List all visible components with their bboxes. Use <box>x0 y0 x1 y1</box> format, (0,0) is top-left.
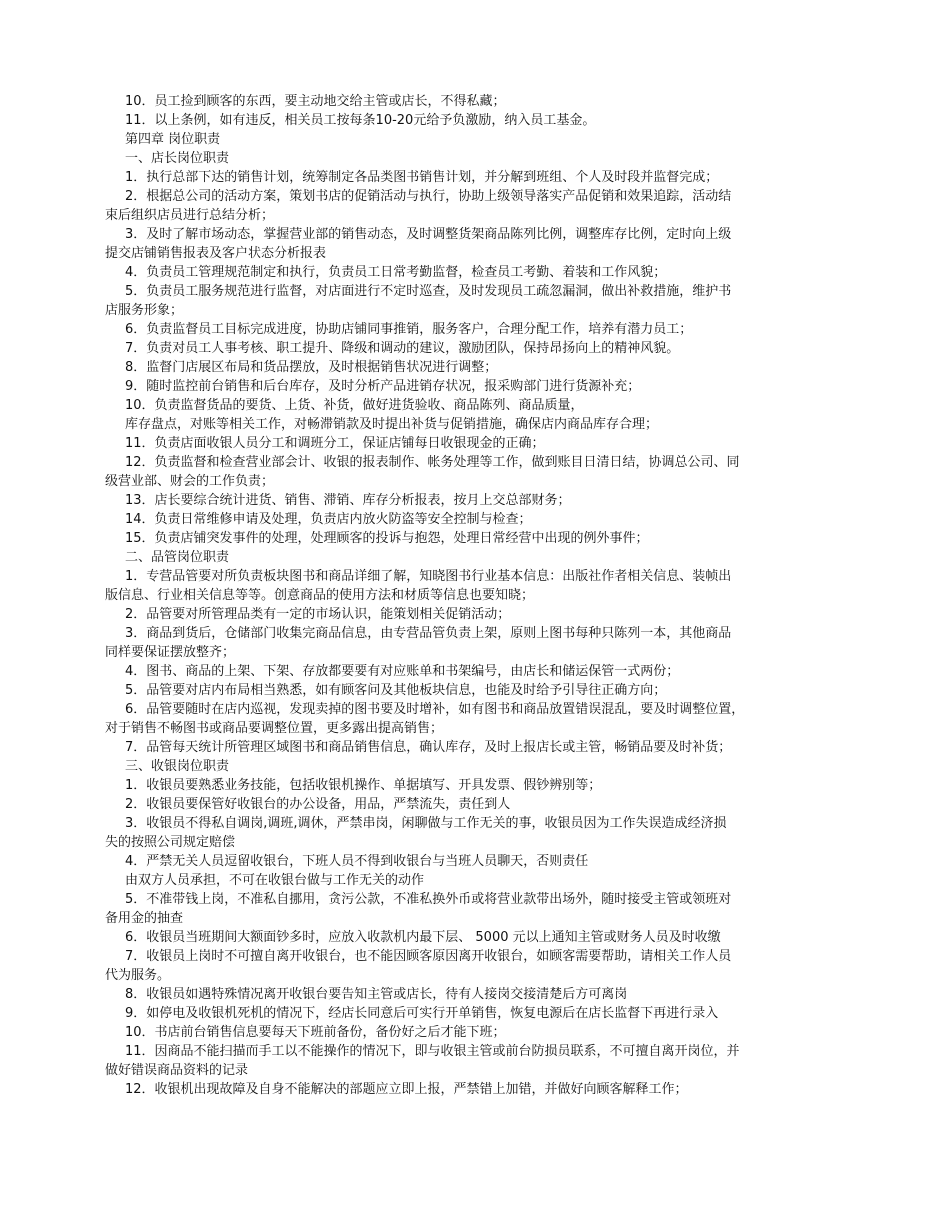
text-line: 3．收银员不得私自调岗,调班,调休，严禁串岗，闲聊做与工作无关的事，收银员因为工作失误造成经济损 <box>125 816 727 831</box>
text-line: 10．书店前台销售信息要每天下班前备份，备份好之后才能下班； <box>125 1025 506 1040</box>
text-line: 7．负责对员工人事考核、职工提升、降级和调动的建议，激励团队，保持昂扬向上的精神风貌。 <box>125 341 680 356</box>
section-heading-line: 库存盘点，对账等相关工作，对畅滞销款及时提出补货与促销措施，确保店内商品库存合理； <box>125 417 659 432</box>
text-line: 5．负责员工服务规范进行监督，对店面进行不定时巡查，及时发现员工疏忽漏洞，做出补救措施，维护书 <box>125 284 732 299</box>
section-heading-line: 由双方人员承担，不可在收银台做与工作无关的动作 <box>125 873 425 888</box>
text-line: 6．收银员当班期间大额面钞多时，应放入收款机内最下层、 5000 元以上通知主管或财务人员及时收缴 <box>125 930 721 945</box>
text-line: 5．不准带钱上岗，不准私自挪用，贪污公款，不准私换外币或将营业款带出场外，随时接受主管或领班对 <box>125 892 732 907</box>
text-line: 4．图书、商品的上架、下架、存放都要要有对应账单和书架编号，由店长和储运保管一式两份； <box>125 664 680 679</box>
text-line: 12．负责监督和检查营业部会计、收银的报表制作、帐务处理等工作，做到账目日清日结，协调总公司、同 <box>125 455 740 470</box>
text-line: 1．收银员要熟悉业务技能，包括收银机操作、单据填写、开具发票、假钞辨别等； <box>125 778 602 793</box>
text-line: 级营业部、财会的工作负责； <box>105 474 275 489</box>
text-line: 11．因商品不能扫描而手工以不能操作的情况下，即与收银主管或前台防损员联系，不可擅自离开岗位，并 <box>125 1044 740 1059</box>
text-line: 8．收银员如遇特殊情况离开收银台要告知主管或店长，待有人接岗交接清楚后方可离岗 <box>125 987 628 1002</box>
text-line: 2．收银员要保管好收银台的办公设备，用品，严禁流失，责任到人 <box>125 797 511 812</box>
text-line: 备用金的抽查 <box>105 911 184 926</box>
text-line: 13．店长要综合统计进货、销售、滞销、库存分析报表，按月上交总部财务； <box>125 493 571 508</box>
text-line: 6．负责监督员工目标完成进度，协助店铺同事推销，服务客户，合理分配工作，培养有潜力员工； <box>125 322 693 337</box>
text-line: 束后组织店员进行总结分析； <box>105 208 275 223</box>
text-line: 11．以上条例，如有违反，相关员工按每条10-20元给予负激励，纳入员工基金。 <box>125 113 596 128</box>
text-line: 4．严禁无关人员逗留收银台，下班人员不得到收银台与当班人员聊天，否则责任 <box>125 854 589 869</box>
text-line: 6．品管要随时在店内巡视，发现卖掉的图书要及时增补，如有图书和商品放置错误混乱，要及时调整位置， <box>125 702 745 717</box>
text-line: 9．如停电及收银机死机的情况下，经店长同意后可实行开单销售，恢复电源后在店长监督下再进行录入 <box>125 1006 719 1021</box>
text-line: 1．专营品管要对所负责板块图书和商品详细了解，知晓图书行业基本信息：出版社作者相关信息、装帧出 <box>125 569 732 584</box>
text-line: 2．品管要对所管理品类有一定的市场认识，能策划相关促销活动； <box>125 607 511 622</box>
text-line: 7．品管每天统计所管理区域图书和商品销售信息，确认库存，及时上报店长或主管，畅销品要及时补货； <box>125 740 732 755</box>
text-line: 店服务形象； <box>105 303 184 318</box>
text-line: 做好错误商品资料的记录 <box>105 1063 249 1078</box>
text-line: 12．收银机出现故障及自身不能解决的部题应立即上报，严禁错上加错，并做好向顾客解释工作； <box>125 1082 688 1097</box>
text-line: 3．商品到货后，仓储部门收集完商品信息，由专营品管负责上架，原则上图书每种只陈列一本，其他商品 <box>125 626 732 641</box>
text-line: 代为服务。 <box>105 968 171 983</box>
text-line: 1．执行总部下达的销售计划，统筹制定各品类图书销售计划，并分解到班组、个人及时段并监督完成； <box>125 170 719 185</box>
text-line: 10．负责监督货品的要货、上货、补货，做好进货验收、商品陈列、商品质量， <box>125 398 584 413</box>
section-heading-line: 二、品管岗位职责 <box>125 550 230 565</box>
text-line: 3．及时了解市场动态，掌握营业部的销售动态，及时调整货架商品陈列比例，调整库存比例，定时向上级 <box>125 227 732 242</box>
text-line: 版信息、行业相关信息等等。创意商品的使用方法和材质等信息也要知晓； <box>105 588 535 603</box>
text-line: 11．负责店面收银人员分工和调班分工，保证店铺每日收银现金的正确； <box>125 436 545 451</box>
text-line: 9．随时监控前台销售和后台库存，及时分析产品进销存状况，报采购部门进行货源补充； <box>125 379 641 394</box>
text-line: 2．根据总公司的活动方案，策划书店的促销活动与执行，协助上级领导落实产品促销和效果追踪，活动结 <box>125 189 732 204</box>
text-line: 同样要保证摆放整齐； <box>105 645 236 660</box>
text-line: 7．收银员上岗时不可擅自离开收银台，也不能因顾客原因离开收银台，如顾客需要帮助，请相关工作人员 <box>125 949 732 964</box>
text-line: 14．负责日常维修申请及处理，负责店内放火防盗等安全控制与检查； <box>125 512 532 527</box>
text-line: 对于销售不畅图书或商品要调整位置，更多露出提高销售； <box>105 721 444 736</box>
section-heading-line: 一、店长岗位职责 <box>125 151 230 166</box>
text-line: 8．监督门店展区布局和货品摆放，及时根据销售状况进行调整； <box>125 360 498 375</box>
text-line: 10．员工捡到顾客的东西，要主动地交给主管或店长，不得私藏； <box>125 94 506 109</box>
text-line: 5．品管要对店内布局相当熟悉，如有顾客问及其他板块信息，也能及时给予引导往正确方向； <box>125 683 667 698</box>
text-line: 15．负责店铺突发事件的处理，处理顾客的投诉与抱怨，处理日常经营中出现的例外事件； <box>125 531 649 546</box>
section-heading-line: 三、收银岗位职责 <box>125 759 230 774</box>
section-heading-line: 第四章 岗位职责 <box>125 132 221 147</box>
text-line: 4．负责员工管理规范制定和执行，负责员工日常考勤监督，检查员工考勤、着装和工作风貌； <box>125 265 667 280</box>
text-line: 提交店铺销售报表及客户状态分析报表 <box>105 246 327 261</box>
text-line: 失的按照公司规定赔偿 <box>105 835 236 850</box>
